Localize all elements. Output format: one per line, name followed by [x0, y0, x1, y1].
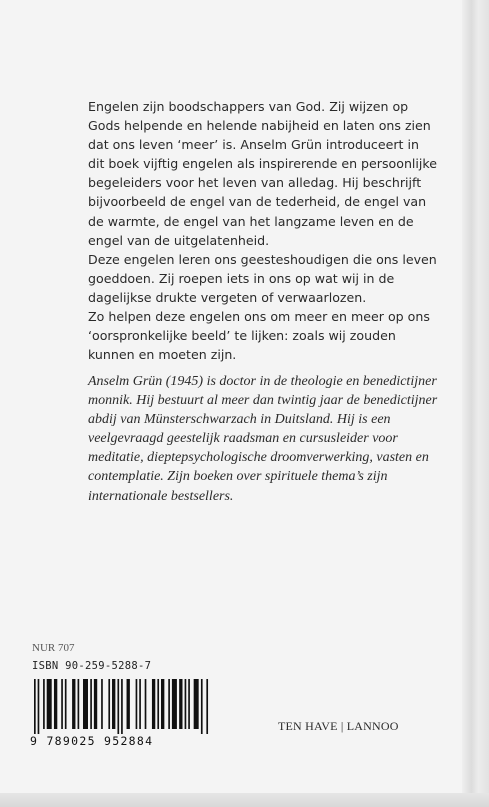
barcode-bar — [157, 679, 159, 729]
barcode-bar — [161, 679, 164, 729]
barcode-bar — [206, 679, 208, 734]
barcode-bar — [83, 679, 88, 729]
barcode-bar — [78, 679, 80, 729]
barcode-bar — [94, 679, 97, 729]
barcode-bar — [185, 679, 187, 729]
barcode-bar — [136, 679, 138, 729]
barcode-bar — [112, 679, 115, 729]
barcode-bar — [65, 679, 67, 729]
barcode-bar — [54, 679, 57, 729]
barcode-bar — [38, 679, 40, 734]
description-paragraph: Engelen zijn boodschappers van God. Zij wijzen op Gods helpende en helende nabijheid en laten ons zien dat ons leven ‘meer’ is. Anselm Grün introduceert in dit boek vijftig engelen als inspirerende en persoonlijke begeleiders voor het leven van alledag. Hij beschrijft bijvoorbeeld de engel van de tederheid, de engel van de warmte, de engel van het langzame leven en de engel van de uitgelatenheid. — [88, 99, 438, 248]
barcode — [32, 679, 214, 734]
barcode-bar — [108, 679, 110, 729]
barcode-bar — [61, 679, 63, 729]
description-paragraph: Deze engelen leren ons geesteshoudigen die ons leven goeddoen. Zij roepen iets in ons op wat wij in de dagelijkse drukte vergeten of verwaarlozen. — [88, 251, 437, 305]
author-bio: Anselm Grün (1945) is doctor in de theologie en benedictijner monnik. Hij bestuurt al meer dan twintig jaar de benedictijner abdij van Münsterschwarzach in Duitsland. Hij is een veelgevraagd geestelijk raadsman en cursusleider voor meditatie, dieptepsychologische droomverwerking, vasten en contemplatie. Zijn boeken over spirituele thema’s zijn internationale bestsellers. — [88, 374, 438, 504]
barcode-digits: 9 789025 952884 — [30, 734, 154, 748]
isbn-label: ISBN 90-259-5288-7 — [32, 660, 152, 672]
cover-bottom-edge — [0, 793, 489, 807]
publisher-name: TEN HAVE | LANNOO — [278, 719, 399, 733]
barcode-bar — [72, 679, 75, 729]
barcode-bar — [201, 679, 203, 734]
barcode-bar — [168, 679, 170, 729]
barcode-bar — [194, 679, 199, 729]
barcode-bar — [172, 679, 177, 729]
nur-code: NUR 707 — [32, 642, 75, 654]
cover-edge — [462, 0, 489, 807]
barcode-bar — [121, 679, 123, 734]
barcode-bar — [101, 679, 103, 729]
barcode-bar — [34, 679, 36, 734]
barcode-bar — [127, 679, 130, 729]
barcode-bar — [90, 679, 92, 729]
barcode-bar — [117, 679, 119, 734]
barcode-bar — [47, 679, 52, 729]
description-paragraph: Zo helpen deze engelen ons om meer en meer op ons ‘oorspronkelijke beeld’ te lijken: zoals wij zouden kunnen en moeten zijn. — [88, 309, 430, 363]
description-text — [88, 97, 438, 364]
barcode-bar — [43, 679, 45, 729]
barcode-bar — [145, 679, 147, 729]
barcode-bar — [152, 679, 155, 729]
barcode-bar — [188, 679, 190, 729]
barcode-bar — [179, 679, 182, 729]
barcode-bar — [139, 679, 141, 729]
